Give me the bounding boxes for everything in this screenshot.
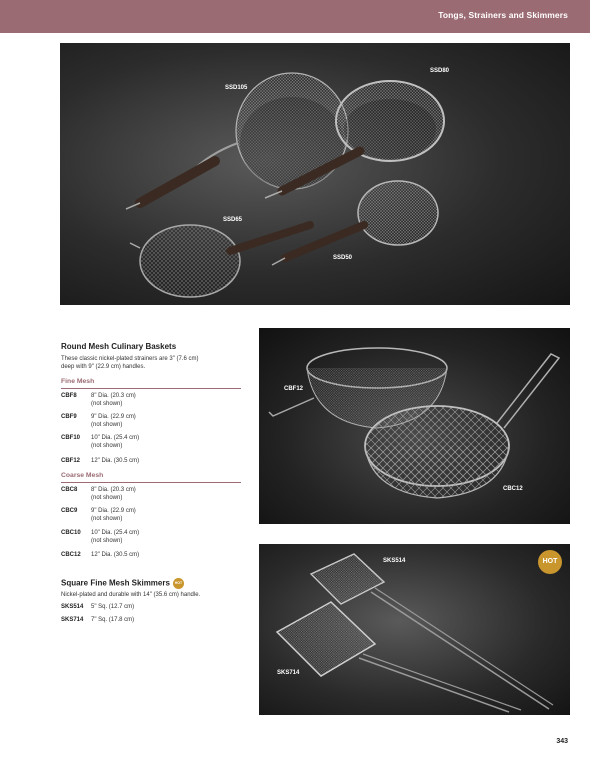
baskets-description-line2: deep with 9" (22.9 cm) handles. — [61, 364, 146, 370]
item-desc — [91, 507, 211, 523]
item-note: (not shown) — [91, 516, 123, 522]
item-code: SKS514 — [61, 604, 84, 610]
label-ssd50: SSD50 — [333, 255, 353, 261]
item-code: CBC9 — [61, 508, 78, 514]
skimmers-title — [61, 578, 184, 589]
skimmers-description: Nickel-plated and durable with 14" (35.6 cm) handle. — [61, 592, 201, 598]
baskets-photo — [259, 328, 570, 524]
hot-badge-photo: HOT — [538, 550, 562, 574]
item-desc — [91, 413, 211, 429]
label-cbf12: CBF12 — [284, 386, 304, 392]
item-note: (not shown) — [91, 495, 123, 501]
item-code: CBC8 — [61, 487, 78, 493]
skimmers-illustration — [259, 544, 570, 715]
fine-mesh-divider — [61, 388, 241, 389]
item-size: 8" Dia. (20.3 cm) — [91, 487, 136, 493]
item-code: CBF10 — [61, 435, 81, 441]
item-note: (not shown) — [91, 538, 123, 544]
label-cbc12: CBC12 — [503, 486, 523, 492]
item-code: CBC10 — [61, 530, 81, 536]
page-number: 343 — [556, 738, 568, 745]
label-sks514: SKS514 — [383, 558, 406, 564]
item-note: (not shown) — [91, 401, 123, 407]
hot-badge: HOT — [173, 578, 184, 589]
page-header-title: Tongs, Strainers and Skimmers — [438, 10, 568, 20]
skimmers-title-text: Square Fine Mesh Skimmers — [61, 578, 170, 588]
item-size: 5" Sq. (12.7 cm) — [91, 604, 135, 610]
item-size: 7" Sq. (17.8 cm) — [91, 617, 135, 623]
item-note: (not shown) — [91, 443, 123, 449]
item-desc — [91, 392, 211, 408]
item-size: 9" Dia. (22.9 cm) — [91, 508, 136, 514]
item-desc — [91, 486, 211, 502]
label-ssd105: SSD105 — [225, 85, 248, 91]
strainers-illustration — [60, 43, 570, 305]
item-desc — [91, 434, 211, 450]
strainers-photo — [60, 43, 570, 305]
label-sks714: SKS714 — [277, 670, 300, 676]
item-code: CBF12 — [61, 458, 81, 464]
item-size: 10" Dia. (25.4 cm) — [91, 530, 140, 536]
item-note: (not shown) — [91, 422, 123, 428]
fine-mesh-heading: Fine Mesh — [61, 378, 95, 385]
item-size: 12" Dia. (30.5 cm) — [91, 458, 140, 464]
item-code: CBC12 — [61, 552, 81, 558]
coarse-mesh-heading: Coarse Mesh — [61, 472, 104, 479]
item-code: CBF8 — [61, 393, 77, 399]
label-ssd65: SSD65 — [223, 217, 243, 223]
label-ssd80: SSD80 — [430, 68, 450, 74]
page-header-bar — [0, 0, 590, 33]
baskets-title: Round Mesh Culinary Baskets — [61, 342, 177, 351]
item-size: 8" Dia. (20.3 cm) — [91, 393, 136, 399]
coarse-mesh-divider — [61, 482, 241, 483]
item-code: CBF9 — [61, 414, 77, 420]
item-size: 12" Dia. (30.5 cm) — [91, 552, 140, 558]
item-size: 9" Dia. (22.9 cm) — [91, 414, 136, 420]
item-size: 10" Dia. (25.4 cm) — [91, 435, 140, 441]
item-desc — [91, 529, 211, 545]
item-code: SKS714 — [61, 617, 84, 623]
baskets-illustration — [259, 328, 570, 524]
skimmers-photo — [259, 544, 570, 715]
baskets-description-line1: These classic nickel-plated strainers are 3" (7.6 cm) — [61, 356, 199, 362]
